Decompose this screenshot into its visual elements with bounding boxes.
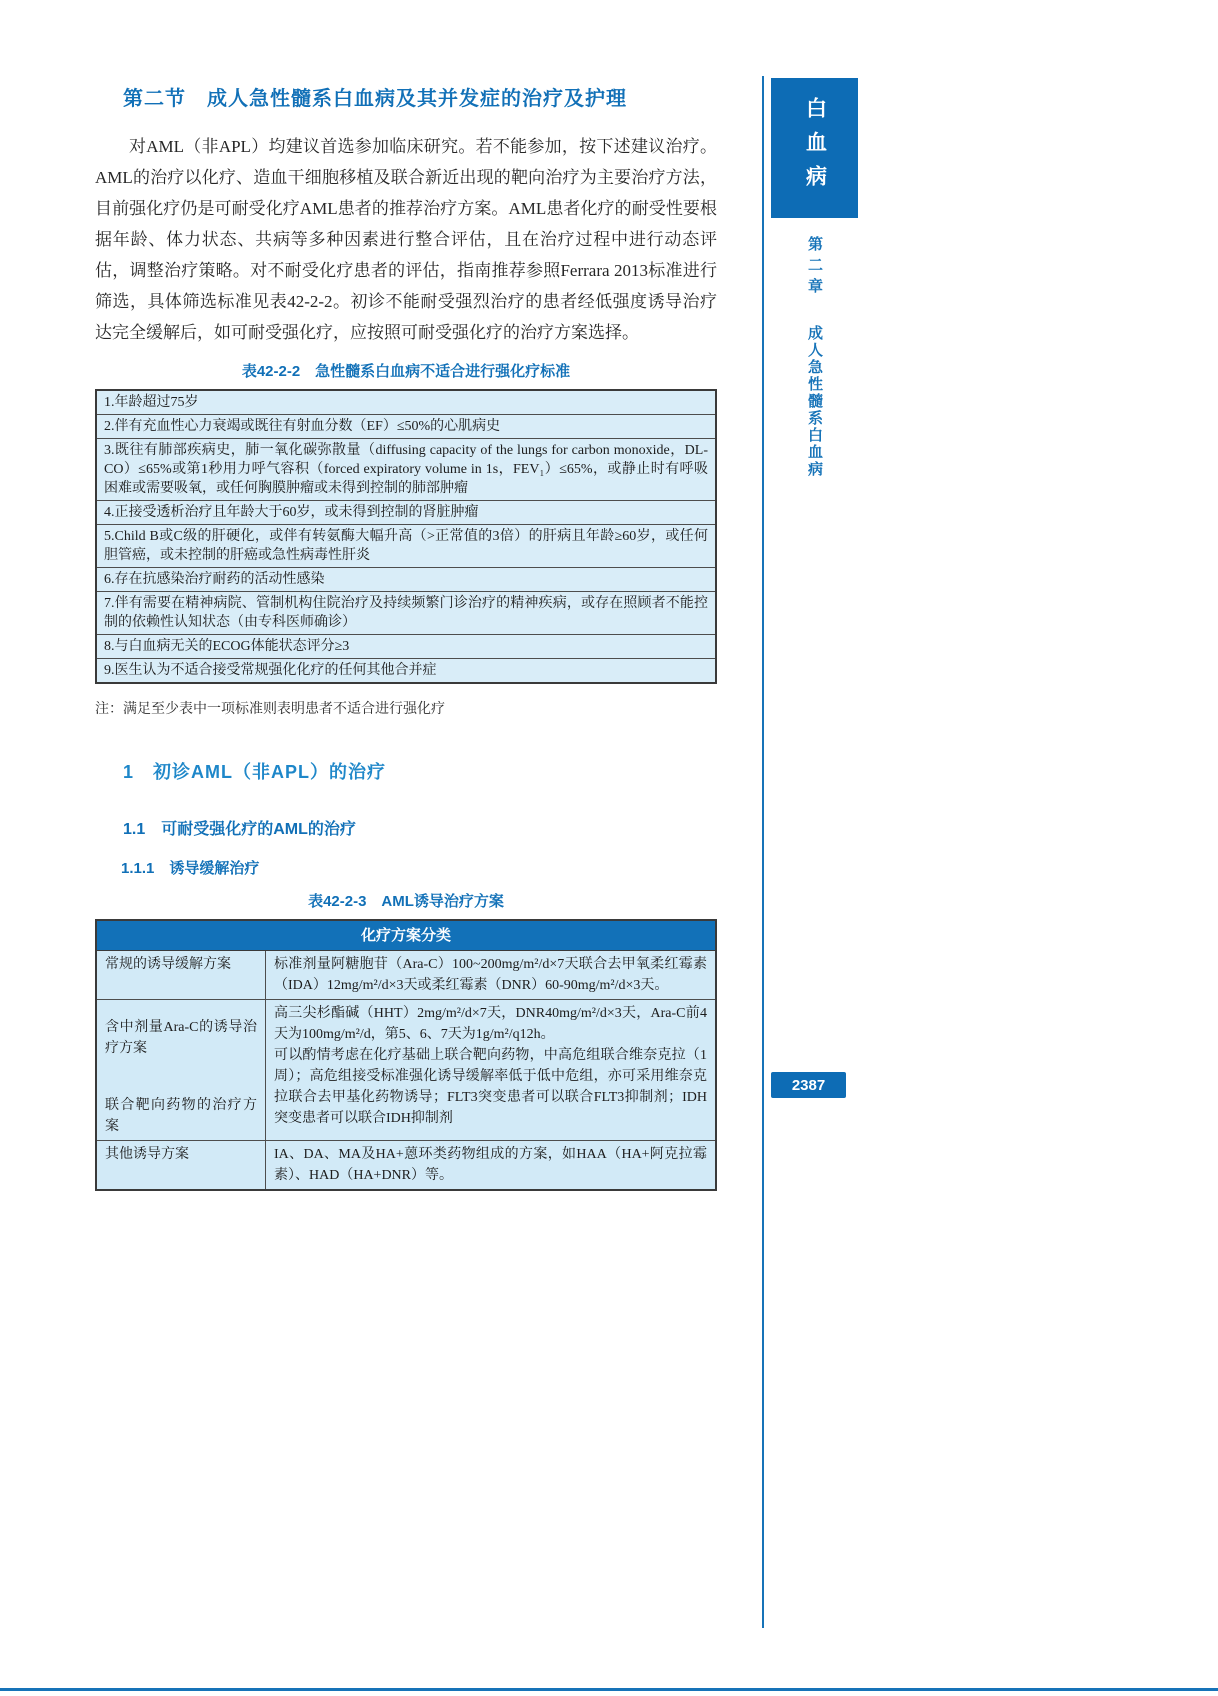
table2-caption: 表42-2-3 AML诱导治疗方案 — [308, 893, 504, 910]
regimen-label — [96, 1000, 266, 1141]
table1-caption: 表42-2-2 急性髓系白血病不适合进行强化疗标准 — [241, 363, 571, 380]
regimen-content — [266, 1000, 717, 1141]
induction-regimen-table — [95, 919, 717, 1191]
table-row — [96, 390, 716, 415]
regimen-content: 标准剂量阿糖胞苷（Ara-C）100~200mg/m²/d×7天联合去甲氧柔红霉素（IDA）12mg/m²/d×3天或柔红霉素（DNR）60-90mg/m²/d×3天。 — [266, 951, 717, 1000]
regimen-content-paragraph: 高三尖杉酯碱（HHT）2mg/m²/d×7天，DNR40mg/m²/d×3天，Ara-C前4天为100mg/m²/d，第5、6、7天为1g/m²/q12h。 — [274, 1006, 707, 1042]
criteria-cell: 2.伴有充血性心力衰竭或既往有射血分数（EF）≤50%的心肌病史 — [96, 415, 716, 439]
regimen-content-paragraph: 可以酌情考虑在化疗基础上联合靶向药物，中高危组联合维奈克拉（1周）；高危组接受标准强化诱导缓解率低于低中危组，亦可采用维奈克拉联合去甲基化药物诱导；FLT3突变患者可以联合FLT3抑制剂；IDH突变患者可以联合IDH抑制剂 — [274, 1048, 707, 1126]
regimen-label-line: 联合靶向药物的治疗方案 — [105, 1098, 257, 1134]
regimen-label-line: 含中剂量Ara-C的诱导治疗方案 — [105, 1020, 257, 1056]
section-title: 第二节 成人急性髓系白血病及其并发症的治疗及护理 — [123, 88, 627, 110]
sidebar-tab-leukemia — [771, 78, 858, 218]
criteria-cell: 9.医生认为不适合接受常规强化化疗的任何其他合并症 — [96, 659, 716, 684]
table-header-row — [96, 920, 716, 951]
regimen-label: 常规的诱导缓解方案 — [96, 951, 266, 1000]
page-number-badge: 2387 — [771, 1072, 846, 1098]
table-row — [96, 951, 716, 1000]
criteria-cell: 4.正接受透析治疗且年龄大于60岁，或未得到控制的肾脏肿瘤 — [96, 501, 716, 525]
table-row — [96, 568, 716, 592]
table2-header: 化疗方案分类 — [96, 920, 716, 951]
criteria-cell: 3.既往有肺部疾病史，肺一氧化碳弥散量（diffusing capacity of the lungs for carbon monoxide，DL-CO）≤65%或第1秒用力呼气容积（forced expiratory volume in 1s，FEV₁）≤65%，或静止时有呼吸困难或需要吸氧，或任何胸膜肿瘤或未得到控制的肺部肿瘤 — [96, 439, 716, 501]
sidebar-chapter-title: 成人急性髓系白血病 — [806, 325, 823, 478]
criteria-cell: 1.年龄超过75岁 — [96, 390, 716, 415]
intro-paragraph: 对AML（非APL）均建议首选参加临床研究。若不能参加，按下述建议治疗。AML的治疗以化疗、造血干细胞移植及联合新近出现的靶向治疗为主要治疗方法，目前强化疗仍是可耐受化疗AML患者的推荐治疗方案。AML患者化疗的耐受性要根据年龄、体力状态、共病等多种因素进行整合评估，且在治疗过程中进行动态评估，调整治疗策略。对不耐受化疗患者的评估，指南推荐参照Ferrara 2013标准进行筛选，具体筛选标准见表42-2-2。初诊不能耐受强烈治疗的患者经低强度诱导治疗达完全缓解后，如可耐受强化疗，应按照可耐受强化疗的治疗方案选择。 — [95, 137, 717, 342]
sidebar-chapter-number: 第二章 — [806, 236, 823, 299]
criteria-cell: 7.伴有需要在精神病院、管制机构住院治疗及持续频繁门诊治疗的精神疾病，或存在照顾者不能控制的依赖性认知状态（由专科医师确诊） — [96, 592, 716, 635]
sidebar-tab-label: 白血病 — [803, 97, 827, 199]
criteria-cell: 6.存在抗感染治疗耐药的活动性感染 — [96, 568, 716, 592]
table-row — [96, 501, 716, 525]
heading-level1: 1 初诊AML（非APL）的治疗 — [123, 762, 386, 782]
sidebar-chapter-block — [771, 236, 858, 478]
regimen-label: 其他诱导方案 — [96, 1141, 266, 1191]
criteria-cell: 8.与白血病无关的ECOG体能状态评分≥3 — [96, 635, 716, 659]
regimen-content: IA、DA、MA及HA+蒽环类药物组成的方案，如HAA（HA+阿克拉霉素）、HAD（HA+DNR）等。 — [266, 1141, 717, 1191]
table-row — [96, 1000, 716, 1141]
table-row — [96, 525, 716, 568]
sidebar-divider-line — [762, 76, 764, 1628]
heading-level3: 1.1.1 诱导缓解治疗 — [121, 860, 260, 877]
table-row — [96, 439, 716, 501]
table1-note: 注：满足至少表中一项标准则表明患者不适合进行强化疗 — [95, 702, 445, 717]
table-row — [96, 659, 716, 684]
criteria-cell: 5.Child B或C级的肝硬化，或伴有转氨酶大幅升高（>正常值的3倍）的肝病且年龄≥60岁，或任何胆管癌，或未控制的肝癌或急性病毒性肝炎 — [96, 525, 716, 568]
main-content — [95, 82, 717, 1191]
table-row — [96, 592, 716, 635]
footer-rule — [0, 1688, 1218, 1691]
table-row — [96, 635, 716, 659]
table-row — [96, 1141, 716, 1191]
heading-level2: 1.1 可耐受强化疗的AML的治疗 — [123, 821, 356, 838]
table-row — [96, 415, 716, 439]
unfit-criteria-table — [95, 389, 717, 684]
